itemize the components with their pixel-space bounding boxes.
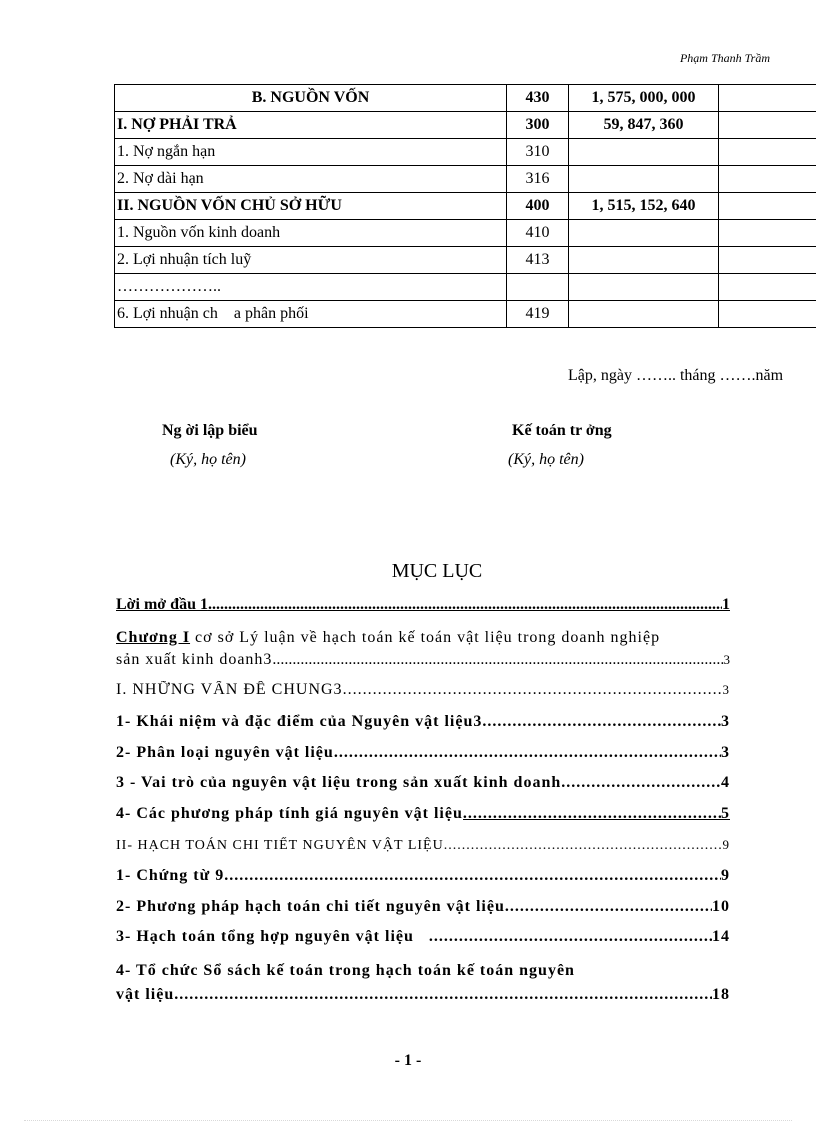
toc-entry-1-3[interactable]	[116, 774, 730, 792]
dot-leader	[224, 867, 721, 885]
row-label: 2. Nợ dài hạn	[115, 166, 507, 193]
row-amount	[569, 220, 719, 247]
row-label: II. NGUỒN VỐN CHỦ SỞ HỮU	[115, 193, 507, 220]
preparer-title: Ng ời lập biểu	[162, 422, 258, 439]
row-extra	[719, 112, 816, 139]
dot-leader	[561, 774, 721, 792]
toc-page-number: 3	[721, 713, 730, 730]
row-amount: 1, 515, 152, 640	[569, 193, 719, 220]
row-amount: 1, 575, 000, 000	[569, 85, 719, 112]
toc-entry-text: Lời mở đầu 1	[116, 596, 208, 613]
toc-page-number: 9	[722, 837, 730, 852]
row-code: 430	[507, 85, 569, 112]
toc-page-number: 10	[712, 898, 730, 915]
row-extra	[719, 301, 816, 328]
row-extra	[719, 139, 816, 166]
row-code: 300	[507, 112, 569, 139]
dot-leader	[448, 838, 722, 854]
row-extra	[719, 85, 816, 112]
balance-table	[114, 84, 816, 328]
page-bottom-rule	[24, 1120, 792, 1121]
toc-entry-text: 2- Phân loại nguyên vật liệu	[116, 744, 334, 761]
toc-entry-2-1[interactable]	[116, 867, 730, 885]
accountant-note: (Ký, họ tên)	[508, 451, 584, 468]
table-row	[115, 166, 816, 193]
toc-entry-2-4[interactable]	[116, 959, 730, 1007]
toc-page-number: 5	[721, 805, 730, 822]
table-row	[115, 274, 816, 301]
row-label: 2. Lợi nhuận tích luỹ	[115, 247, 507, 274]
accountant-title: Kế toán tr ởng	[512, 422, 612, 439]
row-label: 1. Nợ ngắn hạn	[115, 139, 507, 166]
toc-page-number: 3	[723, 652, 730, 667]
toc-entry-text: 4- Các phương pháp tính giá nguyên vật liệu	[116, 805, 463, 822]
dot-leader	[174, 983, 712, 1007]
dot-leader	[272, 649, 723, 671]
row-label: B. NGUỒN VỐN	[115, 85, 507, 112]
toc-page-number: 3	[721, 744, 730, 761]
toc-page-number: 4	[721, 774, 730, 791]
row-extra	[719, 274, 816, 301]
dot-leader	[505, 898, 712, 916]
toc-entry-text: 3 - Vai trò của nguyên vật liệu trong sản xuất kinh doanh	[116, 774, 562, 791]
toc-entry-text: 1- Chứng từ 9	[116, 867, 225, 884]
toc-entry-text: II- HẠCH TOÁN CHI TIẾT NGUYÊN VẬT LIỆU.	[116, 838, 449, 853]
row-extra	[719, 193, 816, 220]
row-extra	[719, 166, 816, 193]
table-row	[115, 85, 816, 112]
row-extra	[719, 247, 816, 274]
toc-page-number: 3	[722, 682, 730, 697]
row-code: 400	[507, 193, 569, 220]
row-code	[507, 274, 569, 301]
toc-entry-1-1[interactable]	[116, 713, 730, 731]
toc-entry-text: 1- Khái niệm và đặc điểm của Nguyên vật liệu3	[116, 713, 483, 730]
toc-entry-text: 3- Hạch toán tổng hợp nguyên vật liệu	[116, 928, 429, 945]
toc-page-number: 9	[721, 867, 730, 884]
chapter-label: Chương I	[116, 629, 191, 646]
dot-leader	[334, 744, 721, 762]
row-amount: 59, 847, 360	[569, 112, 719, 139]
toc-page-number: 14	[712, 928, 730, 945]
toc-entry-intro[interactable]	[116, 596, 730, 614]
row-amount	[569, 247, 719, 274]
table-row	[115, 220, 816, 247]
chapter-title-line-2: sản xuất kinh doanh3	[116, 651, 273, 668]
preparer-note: (Ký, họ tên)	[170, 451, 246, 468]
toc-entry-text-line-1: 4- Tổ chức Sổ sách kế toán trong hạch toán kế toán nguyên	[116, 962, 575, 979]
toc-entry-2-3[interactable]	[116, 928, 730, 946]
toc-entry-1-4[interactable]	[116, 805, 730, 823]
dot-leader	[482, 713, 721, 731]
dot-leader	[208, 596, 722, 614]
table-row	[115, 193, 816, 220]
row-code: 316	[507, 166, 569, 193]
page-number: - 1 -	[394, 1052, 422, 1069]
row-amount	[569, 139, 719, 166]
row-amount	[569, 166, 719, 193]
toc-entry-2-2[interactable]	[116, 898, 730, 916]
row-amount	[569, 274, 719, 301]
row-label: 6. Lợi nhuận ch a phân phối	[115, 301, 507, 328]
row-label: I. NỢ PHẢI TRẢ	[115, 112, 507, 139]
dot-leader	[429, 928, 712, 946]
chapter-title-line-1: cơ sở Lý luận về hạch toán kế toán vật liệu trong doanh nghiệp	[190, 629, 661, 646]
row-label: 1. Nguồn vốn kinh doanh	[115, 220, 507, 247]
toc-entry-text: I. NHỮNG VẤN ĐỀ CHUNG3	[116, 681, 343, 698]
toc-entry-text: 2- Phương pháp hạch toán chi tiết nguyên vật liệu	[116, 898, 505, 915]
row-extra	[719, 220, 816, 247]
toc-page-number: 18	[712, 986, 730, 1003]
dot-leader	[343, 681, 723, 699]
table-row	[115, 139, 816, 166]
row-amount	[569, 301, 719, 328]
row-code: 310	[507, 139, 569, 166]
row-code: 419	[507, 301, 569, 328]
toc-entry-section-1[interactable]	[116, 681, 730, 699]
table-row	[115, 247, 816, 274]
toc-entry-chapter-1[interactable]	[116, 627, 730, 671]
toc-page-number: 1	[722, 596, 730, 613]
dot-leader	[463, 805, 721, 823]
row-code: 410	[507, 220, 569, 247]
toc-title: MỤC LỤC	[391, 560, 483, 582]
author-name: Phạm Thanh Trầm	[679, 51, 770, 65]
row-label: ………………..	[115, 274, 507, 301]
table-row	[115, 301, 816, 328]
toc-entry-section-2[interactable]	[116, 837, 730, 854]
toc-entry-1-2[interactable]	[116, 744, 730, 762]
row-code: 413	[507, 247, 569, 274]
toc-entry-text-line-2: vật liệu	[116, 986, 175, 1003]
date-line: Lập, ngày …….. tháng …….năm	[568, 367, 784, 384]
table-row	[115, 112, 816, 139]
